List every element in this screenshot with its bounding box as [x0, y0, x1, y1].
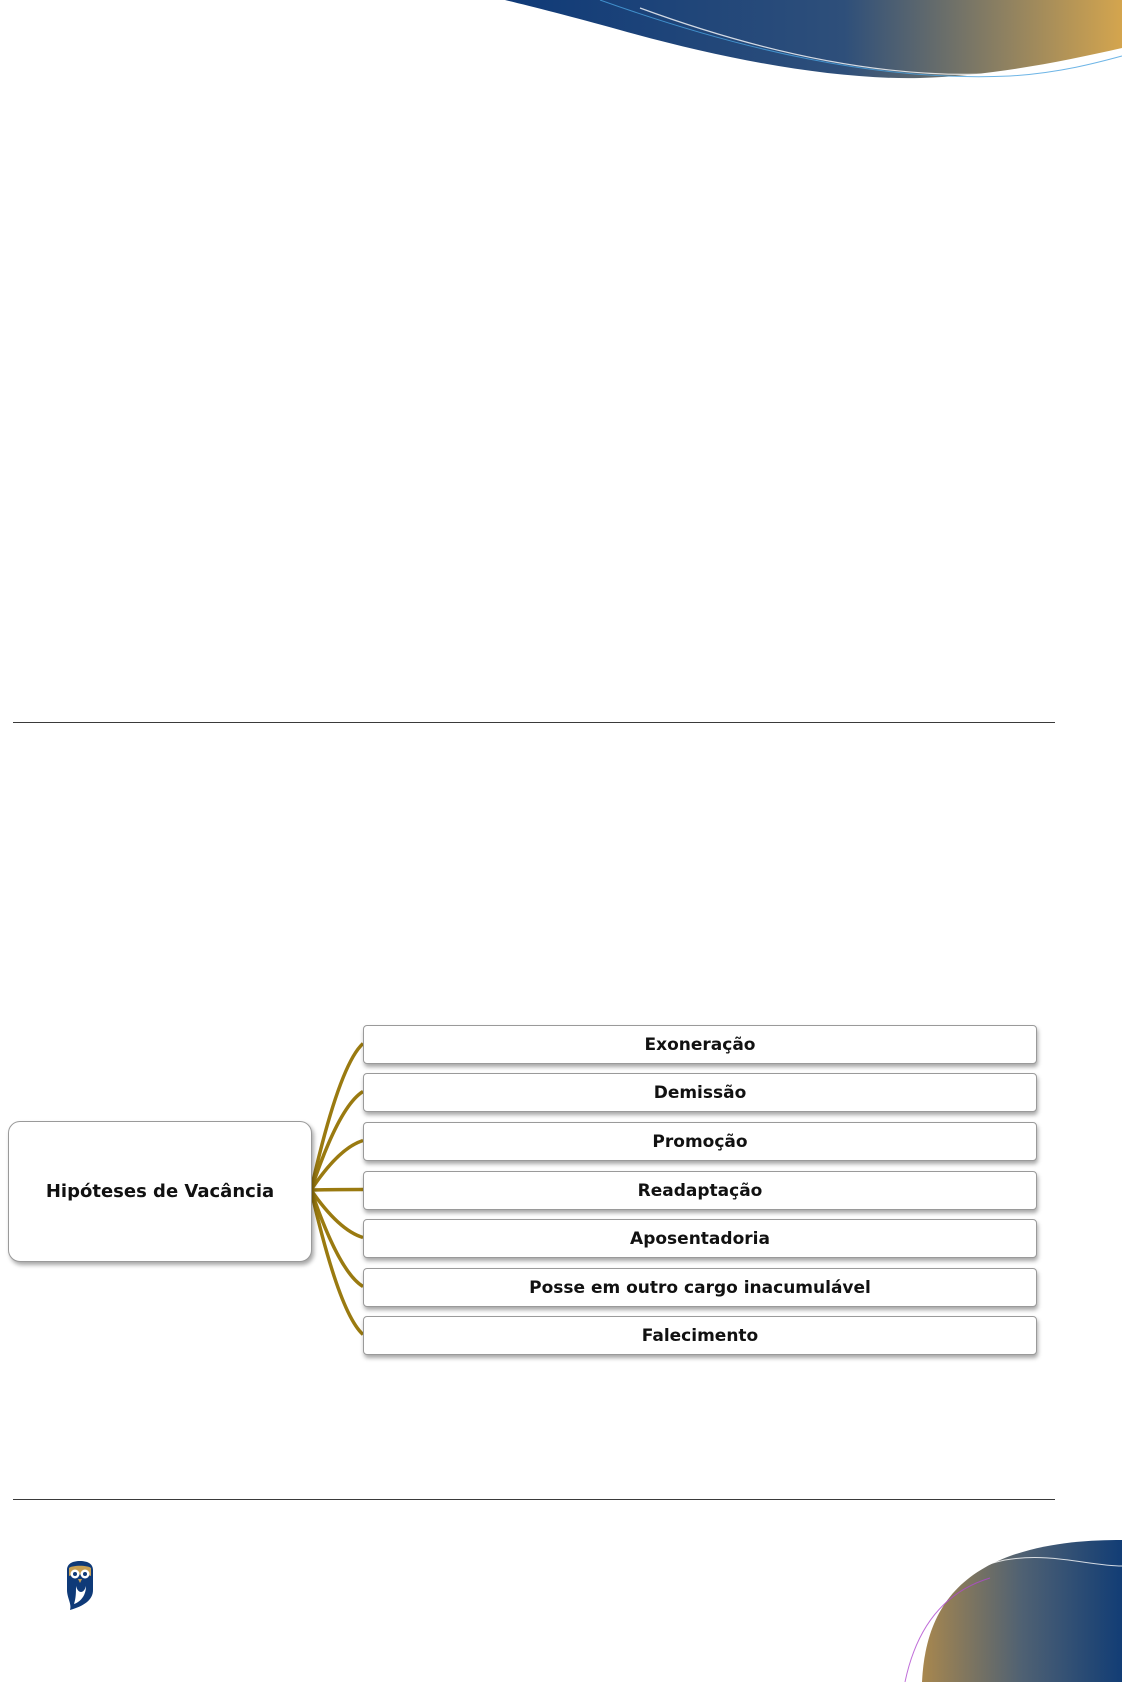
footer-decoration — [0, 1530, 1122, 1682]
connector-line — [311, 1092, 363, 1191]
header-decoration — [0, 0, 1122, 90]
connector-line — [311, 1190, 363, 1191]
diagram-root-box — [8, 1121, 312, 1262]
diagram-item-label: Posse em outro cargo inacumulável — [529, 1277, 871, 1298]
diagram-item-box — [363, 1316, 1037, 1355]
diagram-item-box — [363, 1219, 1037, 1258]
diagram-item-label: Falecimento — [641, 1325, 759, 1346]
diagram-item-label: Readaptação — [637, 1180, 763, 1201]
diagram-root-label: Hipóteses de Vacância — [45, 1181, 275, 1202]
diagram-item-label: Exoneração — [644, 1034, 756, 1055]
diagram-item-box — [363, 1025, 1037, 1064]
diagram-item-box — [363, 1122, 1037, 1161]
diagram-item-box — [363, 1171, 1037, 1210]
bottom-divider — [13, 1499, 1055, 1500]
diagram-item-label: Promoção — [652, 1131, 748, 1152]
diagram-item-box — [363, 1268, 1037, 1307]
diagram-item-label: Demissão — [653, 1082, 747, 1103]
connector-line — [311, 1190, 363, 1287]
top-divider — [13, 722, 1055, 723]
diagram-item-label: Aposentadoria — [630, 1228, 770, 1249]
diagram-item-box — [363, 1073, 1037, 1112]
